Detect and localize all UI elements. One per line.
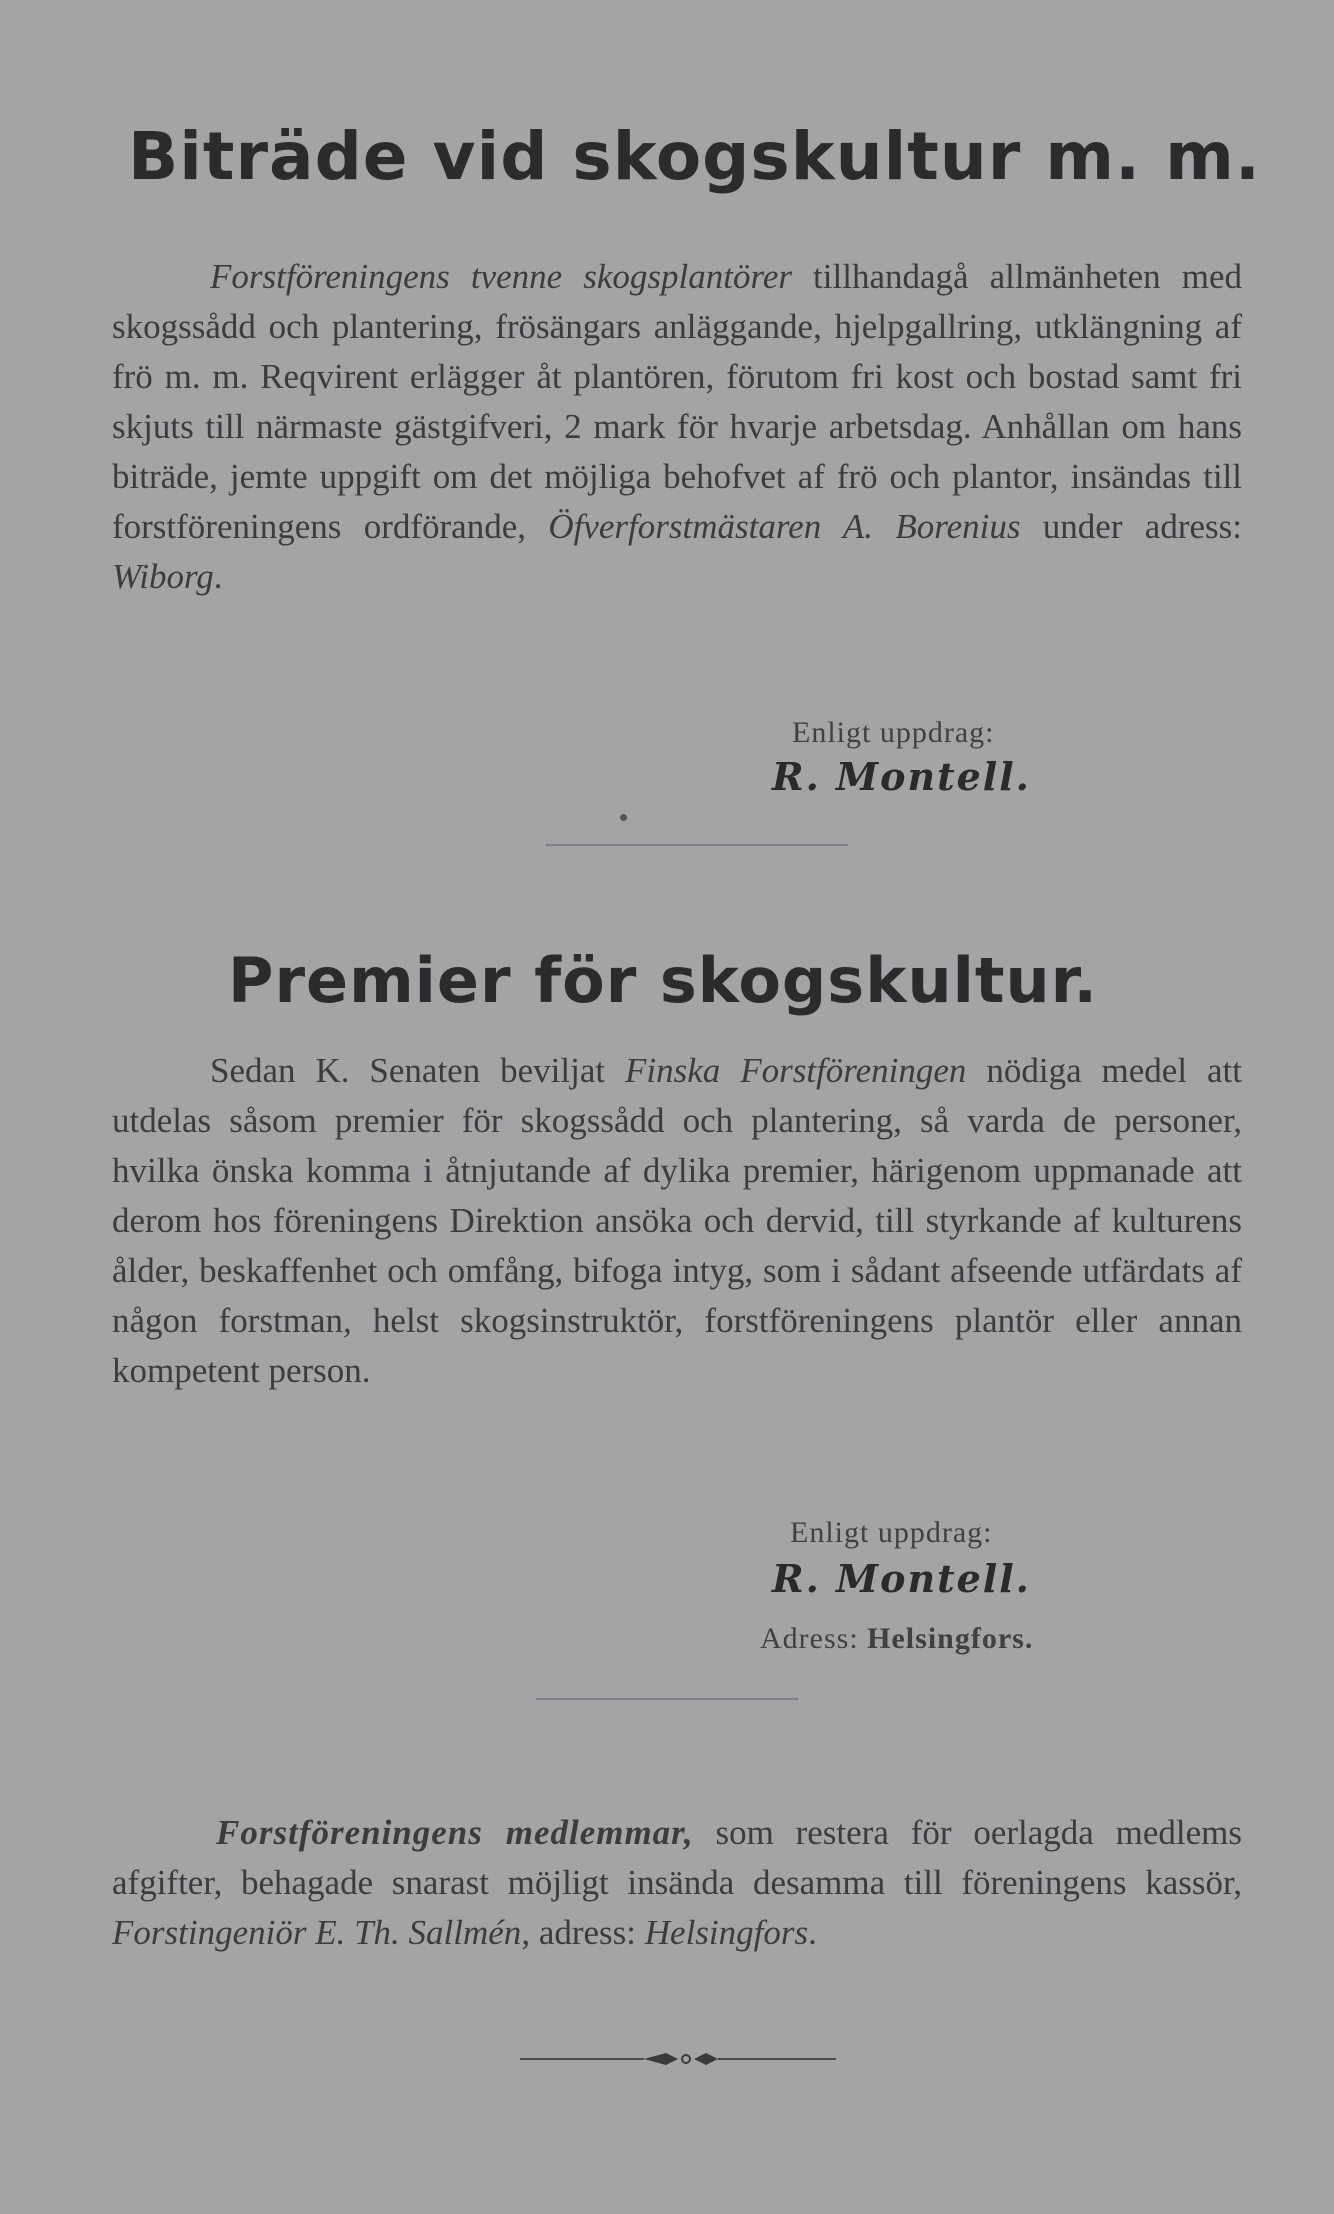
signature-label: Enligt uppdrag: <box>790 1516 993 1549</box>
paragraph-medlemmar <box>112 1808 1242 1958</box>
paragraph-italic-place: Helsingfors <box>644 1913 809 1952</box>
signature-address <box>760 1622 1033 1656</box>
paragraph-text: . <box>213 557 223 596</box>
divider-rule <box>536 1698 798 1700</box>
paragraph-premier <box>112 1046 1242 1396</box>
paragraph-bitrade <box>112 252 1242 602</box>
paragraph-text: nödiga medel att utdelas såsom premier för skogssådd och plantering, så varda de personer, hvilka önska komma i åtnjutande af dylika premier, härigenom uppmanade att derom hos föreningens Direktion ansöka och dervid, till styrkande af kulturens ålder, beskaffenhet och omfång, bifoga intyg, som i sådant afseende utfärdats af någon forstman, helst skogsinstruktör, forstföreningens plantör eller annan kompetent person. <box>112 1051 1242 1390</box>
section-heading-bitrade: Biträde vid skogskultur m. m. <box>128 118 1261 195</box>
address-value: Helsingfors. <box>867 1622 1034 1655</box>
address-label: Adress: <box>760 1622 859 1655</box>
signature-name: R. Montell. <box>772 1556 1031 1601</box>
ink-dot <box>620 814 627 821</box>
paragraph-text: Sedan K. Senaten beviljat <box>210 1051 626 1090</box>
paragraph-text: under adress: <box>1020 507 1242 546</box>
paragraph-lead-italic: Forstföreningens tvenne skogsplantörer <box>210 257 792 296</box>
paragraph-italic-org: Finska Forstföreningen <box>625 1051 967 1090</box>
paragraph-text: . <box>808 1913 817 1952</box>
paragraph-text: , adress: <box>521 1913 645 1952</box>
paragraph-italic-place: Wiborg <box>112 557 214 596</box>
paragraph-italic-name: Forstingeniör E. Th. Sallmén <box>112 1913 522 1952</box>
paragraph-text: tillhandagå allmänheten med skogssådd och plantering, frösängars anläggande, hjelpgallring, utklängning af frö m. m. Reqvirent erlägger åt plantören, förutom fri kost och bostad samt fri skjuts till närmaste gästgifveri, 2 mark för hvarje arbetsdag. Anhållan om hans biträde, jemte uppgift om det möjliga behofvet af frö och plantor, insändas till forstföreningens ordförande, <box>112 257 1242 546</box>
paragraph-italic-name: Öfverforstmästaren A. Borenius <box>548 507 1021 546</box>
paragraph-text: som restera för oerlagda medlems afgifter, behagade snarast möjligt insända desamma till föreningens kassör, <box>112 1813 1242 1902</box>
signature-label: Enligt uppdrag: <box>792 716 995 749</box>
paragraph-lead-bold-italic: Forstföreningens medlemmar, <box>216 1813 694 1852</box>
divider-rule <box>546 844 848 846</box>
section-heading-premier: Premier för skogskultur. <box>228 944 1098 1017</box>
ornament-divider <box>516 2044 840 2074</box>
signature-name: R. Montell. <box>772 754 1031 799</box>
